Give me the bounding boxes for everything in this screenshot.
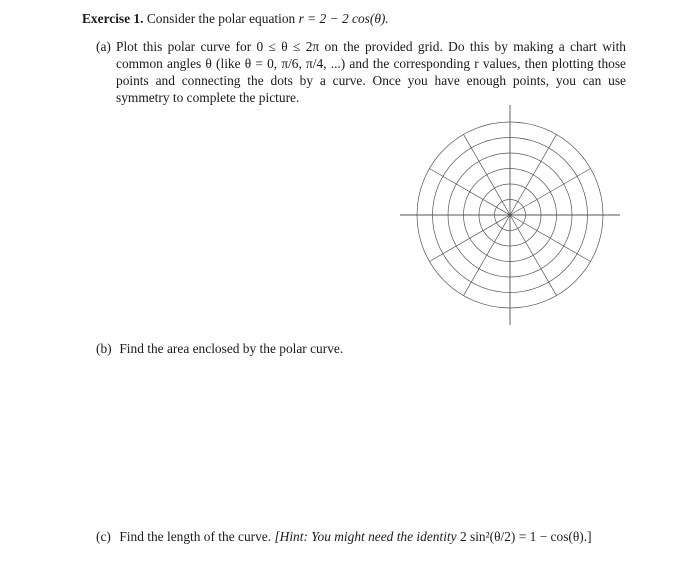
polar-grid-spokes (400, 105, 620, 325)
part-a (96, 38, 626, 106)
exercise-heading (82, 10, 642, 28)
grid-spoke-8 (464, 215, 511, 296)
part-b-label: (b) (96, 341, 112, 356)
grid-spoke-2 (510, 134, 557, 215)
grid-spoke-5 (429, 169, 510, 216)
grid-spoke-4 (464, 134, 511, 215)
part-b (96, 340, 626, 357)
grid-spoke-10 (510, 215, 557, 296)
part-c-hint: [Hint: You might need the identity (274, 529, 457, 544)
part-c-label: (c) (96, 529, 111, 544)
part-a-label: (a) (96, 39, 111, 54)
exercise-label: Exercise 1. (82, 11, 144, 26)
polar-equation: r = 2 − 2 cos(θ). (298, 11, 389, 26)
grid-spoke-11 (510, 215, 591, 262)
exercise-intro: Consider the polar equation (146, 11, 296, 26)
part-c-identity: 2 sin²(θ/2) = 1 − cos(θ).] (459, 529, 592, 544)
grid-spoke-1 (510, 169, 591, 216)
part-c-text: Find the length of the curve. (119, 529, 272, 544)
part-c (96, 528, 656, 545)
grid-spoke-7 (429, 215, 510, 262)
polar-grid[interactable] (400, 105, 620, 325)
part-a-text: Plot this polar curve for 0 ≤ θ ≤ 2π on the provided grid. Do this by making a chart with common angles θ (like θ = 0, π/6, π/4, ...) and the corresponding r values, then plotting those points and connecting the dots by a curve. Once you have enough points, you can use symmetry to complete the picture. (116, 39, 626, 105)
part-b-text: Find the area enclosed by the polar curve. (119, 341, 344, 356)
